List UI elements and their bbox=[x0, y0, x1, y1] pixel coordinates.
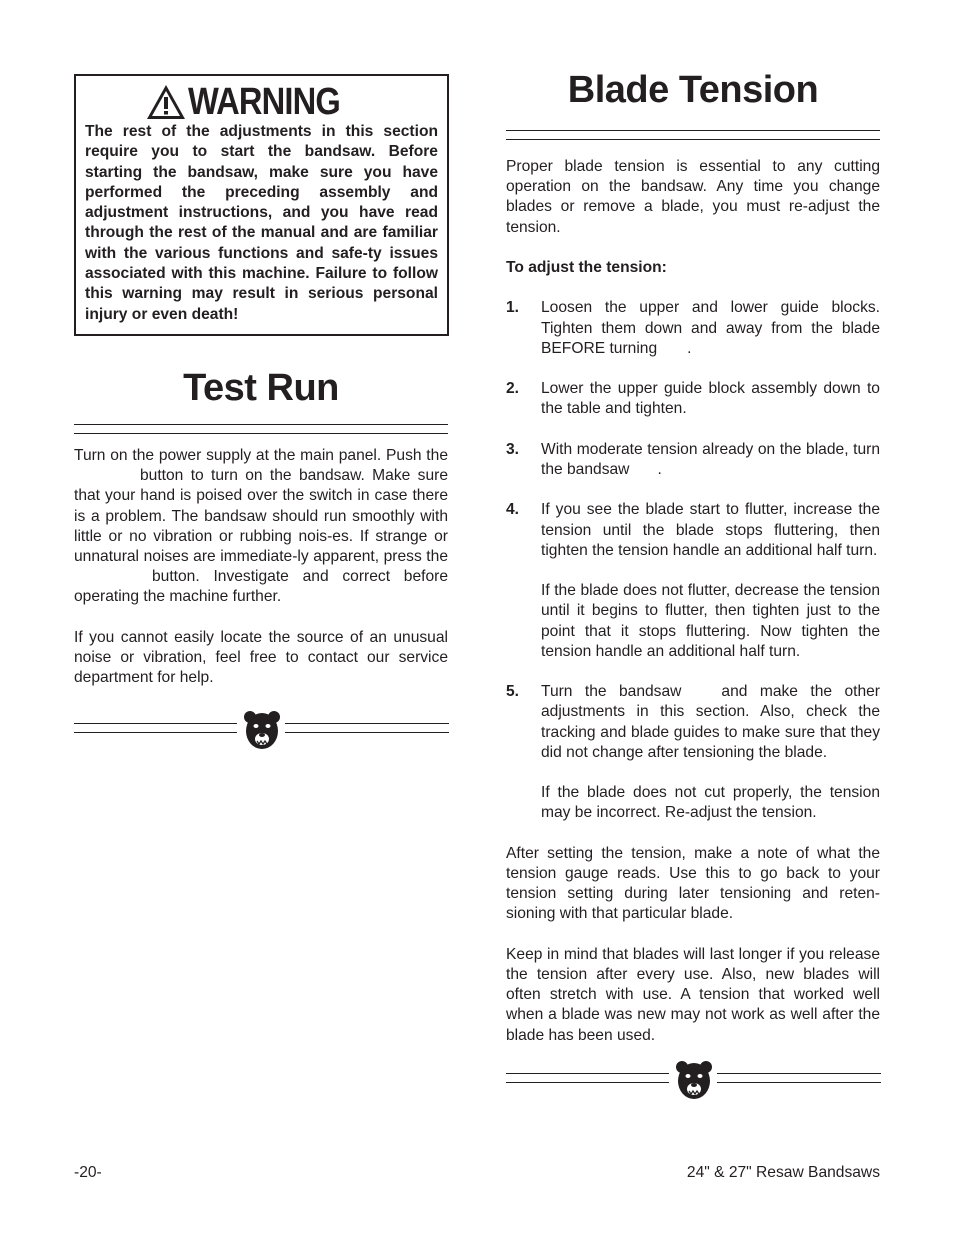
step-5: 5. Turn the bandsaw and make the other adjustments in this section. Also, check the tracking and blade guides to make sure that they did not change after tensioning the blade. bbox=[506, 683, 880, 761]
step-4: 4. If you see the blade start to flutter, increase the tension until the blade stops fluttering, then tighten the tension handle an additional half turn. bbox=[506, 501, 880, 559]
page-number: -20- bbox=[74, 1164, 102, 1181]
bear-logo-icon bbox=[242, 708, 282, 752]
test-run-paragraph-2: If you cannot easily locate the source of an unusual noise or vibration, feel free to contact our service department for help. bbox=[74, 628, 448, 687]
blade-tension-after: After setting the tension, make a note of what the tension gauge reads. Use this to go back to your tension setting during later tensioning and reten-sioning with that particular blade. bbox=[506, 844, 880, 923]
step-4-note: If the blade does not flutter, decrease the tension until it begins to flutter, then tighten just to the point that it stops fluttering. Now tighten the tension handle an additional half turn. bbox=[541, 582, 880, 660]
blade-tension-title: Blade Tension bbox=[567, 69, 819, 111]
bear-logo-icon bbox=[674, 1058, 714, 1102]
left-column bbox=[74, 74, 448, 752]
right-column bbox=[506, 64, 880, 1102]
blade-tension-keep: Keep in mind that blades will last longer if you release the tension after every use. Also, new blades will often stretch with use. A tension that worked well when a blade was new may not work as well after the blade has been used. bbox=[506, 945, 880, 1044]
test-run-p1-a: Turn on the power supply at the main panel. Push the bbox=[74, 446, 448, 464]
bear-divider bbox=[506, 1058, 880, 1102]
bear-divider bbox=[74, 708, 448, 752]
warning-header bbox=[85, 82, 438, 122]
test-run-title: Test Run bbox=[183, 366, 339, 409]
warning-triangle-icon bbox=[146, 84, 186, 120]
test-run-paragraph-1 bbox=[74, 446, 448, 608]
step-5-note: If the blade does not cut properly, the tension may be incorrect. Re-adjust the tension. bbox=[541, 784, 880, 822]
step-3: 3. With moderate tension already on the blade, turn the bandsaw . bbox=[506, 440, 880, 478]
warning-label: WARNING bbox=[187, 81, 340, 123]
test-run-p1-c: button. Investigate and correct before operating the machine further. bbox=[74, 568, 448, 606]
warning-text: The rest of the adjustments in this section require you to start the bandsaw. Before starting the bandsaw, make sure you have performed the preceding assembly and adjustment instructions, and you have read through the rest of the manual and are familiar with the various functions and safe-ty issues associated with this machine. Failure to follow this warning may result in serious personal injury or even death! bbox=[85, 123, 438, 323]
test-run-p1-b: button to turn on the bandsaw. Make sure that your hand is poised over the switch in case there is a problem. The bandsaw should run smoothly with little or no vibration or rubbing nois-es. If strange or unnatural noises are immediate-ly apparent, press the bbox=[74, 467, 448, 565]
adjust-subhead: To adjust the tension: bbox=[506, 259, 667, 276]
step-1: 1. Loosen the upper and lower guide blocks. Tighten them down and away from the blade BEFORE turning . bbox=[506, 299, 880, 357]
step-2: 2. Lower the upper guide block assembly down to the table and tighten. bbox=[506, 380, 880, 418]
warning-box bbox=[74, 74, 449, 336]
section-rule bbox=[506, 130, 880, 140]
manual-title: 24" & 27" Resaw Bandsaws bbox=[686, 1164, 880, 1181]
blade-tension-intro: Proper blade tension is essential to any cutting operation on the bandsaw. Any time you change blades or remove a blade, you must re-adjust the tension. bbox=[506, 158, 880, 236]
section-rule bbox=[74, 424, 448, 434]
